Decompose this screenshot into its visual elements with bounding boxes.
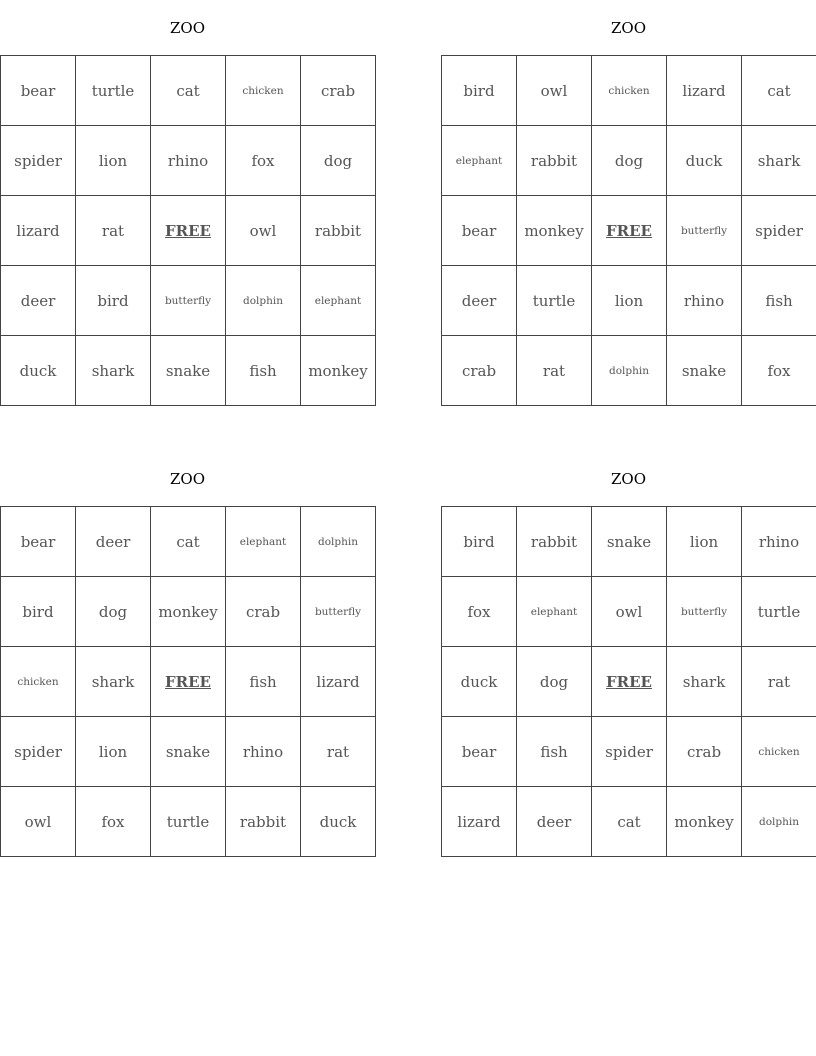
bingo-cell: crab xyxy=(667,717,742,787)
bingo-cell: spider xyxy=(742,196,816,266)
bingo-cell: dog xyxy=(517,647,592,717)
bingo-cell: crab xyxy=(442,336,517,406)
bingo-cell: lizard xyxy=(667,56,742,126)
bingo-cell: dolphin xyxy=(301,507,376,577)
bingo-cell: fox xyxy=(226,126,301,196)
bingo-cell: monkey xyxy=(517,196,592,266)
bingo-cell: elephant xyxy=(517,577,592,647)
bingo-cell: bird xyxy=(76,266,151,336)
bingo-cell: lion xyxy=(592,266,667,336)
bingo-cell: fish xyxy=(517,717,592,787)
bingo-card-3 xyxy=(0,451,375,857)
bingo-cell: deer xyxy=(76,507,151,577)
bingo-cell: lizard xyxy=(442,787,517,857)
bingo-cell: rabbit xyxy=(301,196,376,266)
bingo-cell: monkey xyxy=(151,577,226,647)
bingo-cell: duck xyxy=(442,647,517,717)
bingo-cell: rabbit xyxy=(517,126,592,196)
bingo-cell: chicken xyxy=(226,56,301,126)
bingo-cell: bird xyxy=(442,56,517,126)
bingo-cell: snake xyxy=(151,336,226,406)
bingo-cell: butterfly xyxy=(301,577,376,647)
bingo-grid xyxy=(441,55,816,406)
bingo-cell: crab xyxy=(226,577,301,647)
card-title: ZOO xyxy=(169,470,206,488)
bingo-cell: owl xyxy=(1,787,76,857)
bingo-cell: spider xyxy=(592,717,667,787)
bingo-cell: shark xyxy=(667,647,742,717)
bingo-cell: fox xyxy=(442,577,517,647)
bingo-cell: bird xyxy=(1,577,76,647)
bingo-cell: chicken xyxy=(592,56,667,126)
bingo-cell: cat xyxy=(742,56,816,126)
bingo-cell: duck xyxy=(301,787,376,857)
bingo-cell: rhino xyxy=(667,266,742,336)
card-title: ZOO xyxy=(610,470,647,488)
bingo-cell: fox xyxy=(76,787,151,857)
bingo-cell: spider xyxy=(1,126,76,196)
bingo-cell: butterfly xyxy=(667,196,742,266)
bingo-cell: rat xyxy=(742,647,816,717)
bingo-cell: bird xyxy=(442,507,517,577)
bingo-cell: turtle xyxy=(76,56,151,126)
bingo-cell: bear xyxy=(442,717,517,787)
bingo-cell: fox xyxy=(742,336,816,406)
bingo-cell: dolphin xyxy=(742,787,816,857)
bingo-grid xyxy=(0,55,376,406)
bingo-cell: spider xyxy=(1,717,76,787)
bingo-cell: elephant xyxy=(301,266,376,336)
bingo-cell: deer xyxy=(442,266,517,336)
bingo-cell: owl xyxy=(226,196,301,266)
bingo-cell: dolphin xyxy=(226,266,301,336)
bingo-cell: fish xyxy=(742,266,816,336)
bingo-cell: butterfly xyxy=(151,266,226,336)
bingo-cell: snake xyxy=(592,507,667,577)
bingo-cell: elephant xyxy=(226,507,301,577)
bingo-cell: monkey xyxy=(301,336,376,406)
bingo-cell: rhino xyxy=(742,507,816,577)
bingo-cell: snake xyxy=(151,717,226,787)
free-space-cell: FREE xyxy=(151,196,226,266)
bingo-cell: deer xyxy=(517,787,592,857)
bingo-card-1 xyxy=(0,0,375,406)
bingo-cell: rabbit xyxy=(517,507,592,577)
bingo-cell: crab xyxy=(301,56,376,126)
bingo-cell: dog xyxy=(592,126,667,196)
bingo-cell: rabbit xyxy=(226,787,301,857)
bingo-cell: duck xyxy=(1,336,76,406)
bingo-cell: owl xyxy=(517,56,592,126)
bingo-cell: deer xyxy=(1,266,76,336)
bingo-cell: bear xyxy=(1,507,76,577)
bingo-cell: fish xyxy=(226,336,301,406)
bingo-card-4 xyxy=(441,451,816,857)
bingo-cell: lizard xyxy=(301,647,376,717)
bingo-cell: bear xyxy=(1,56,76,126)
bingo-cell: rhino xyxy=(151,126,226,196)
bingo-cell: rat xyxy=(301,717,376,787)
bingo-cell: cat xyxy=(592,787,667,857)
bingo-cell: bear xyxy=(442,196,517,266)
bingo-cell: shark xyxy=(76,647,151,717)
bingo-cell: rhino xyxy=(226,717,301,787)
free-space-cell: FREE xyxy=(592,196,667,266)
bingo-cell: dolphin xyxy=(592,336,667,406)
bingo-cell: dog xyxy=(301,126,376,196)
bingo-cell: chicken xyxy=(742,717,816,787)
bingo-cell: cat xyxy=(151,507,226,577)
bingo-cell: owl xyxy=(592,577,667,647)
bingo-cell: lion xyxy=(76,717,151,787)
bingo-cell: dog xyxy=(76,577,151,647)
bingo-cell: chicken xyxy=(1,647,76,717)
free-space-cell: FREE xyxy=(151,647,226,717)
bingo-cell: rat xyxy=(517,336,592,406)
bingo-cell: duck xyxy=(667,126,742,196)
bingo-cell: rat xyxy=(76,196,151,266)
bingo-cell: shark xyxy=(76,336,151,406)
card-title: ZOO xyxy=(169,19,206,37)
bingo-cell: elephant xyxy=(442,126,517,196)
bingo-cell: turtle xyxy=(151,787,226,857)
bingo-cell: turtle xyxy=(517,266,592,336)
bingo-cell: lizard xyxy=(1,196,76,266)
bingo-card-2 xyxy=(441,0,816,406)
bingo-grid xyxy=(441,506,816,857)
bingo-cell: snake xyxy=(667,336,742,406)
bingo-cell: turtle xyxy=(742,577,816,647)
free-space-cell: FREE xyxy=(592,647,667,717)
bingo-cell: monkey xyxy=(667,787,742,857)
card-title: ZOO xyxy=(610,19,647,37)
bingo-cell: shark xyxy=(742,126,816,196)
bingo-cell: cat xyxy=(151,56,226,126)
bingo-grid xyxy=(0,506,376,857)
bingo-cell: lion xyxy=(667,507,742,577)
bingo-cell: butterfly xyxy=(667,577,742,647)
bingo-cell: lion xyxy=(76,126,151,196)
bingo-cell: fish xyxy=(226,647,301,717)
